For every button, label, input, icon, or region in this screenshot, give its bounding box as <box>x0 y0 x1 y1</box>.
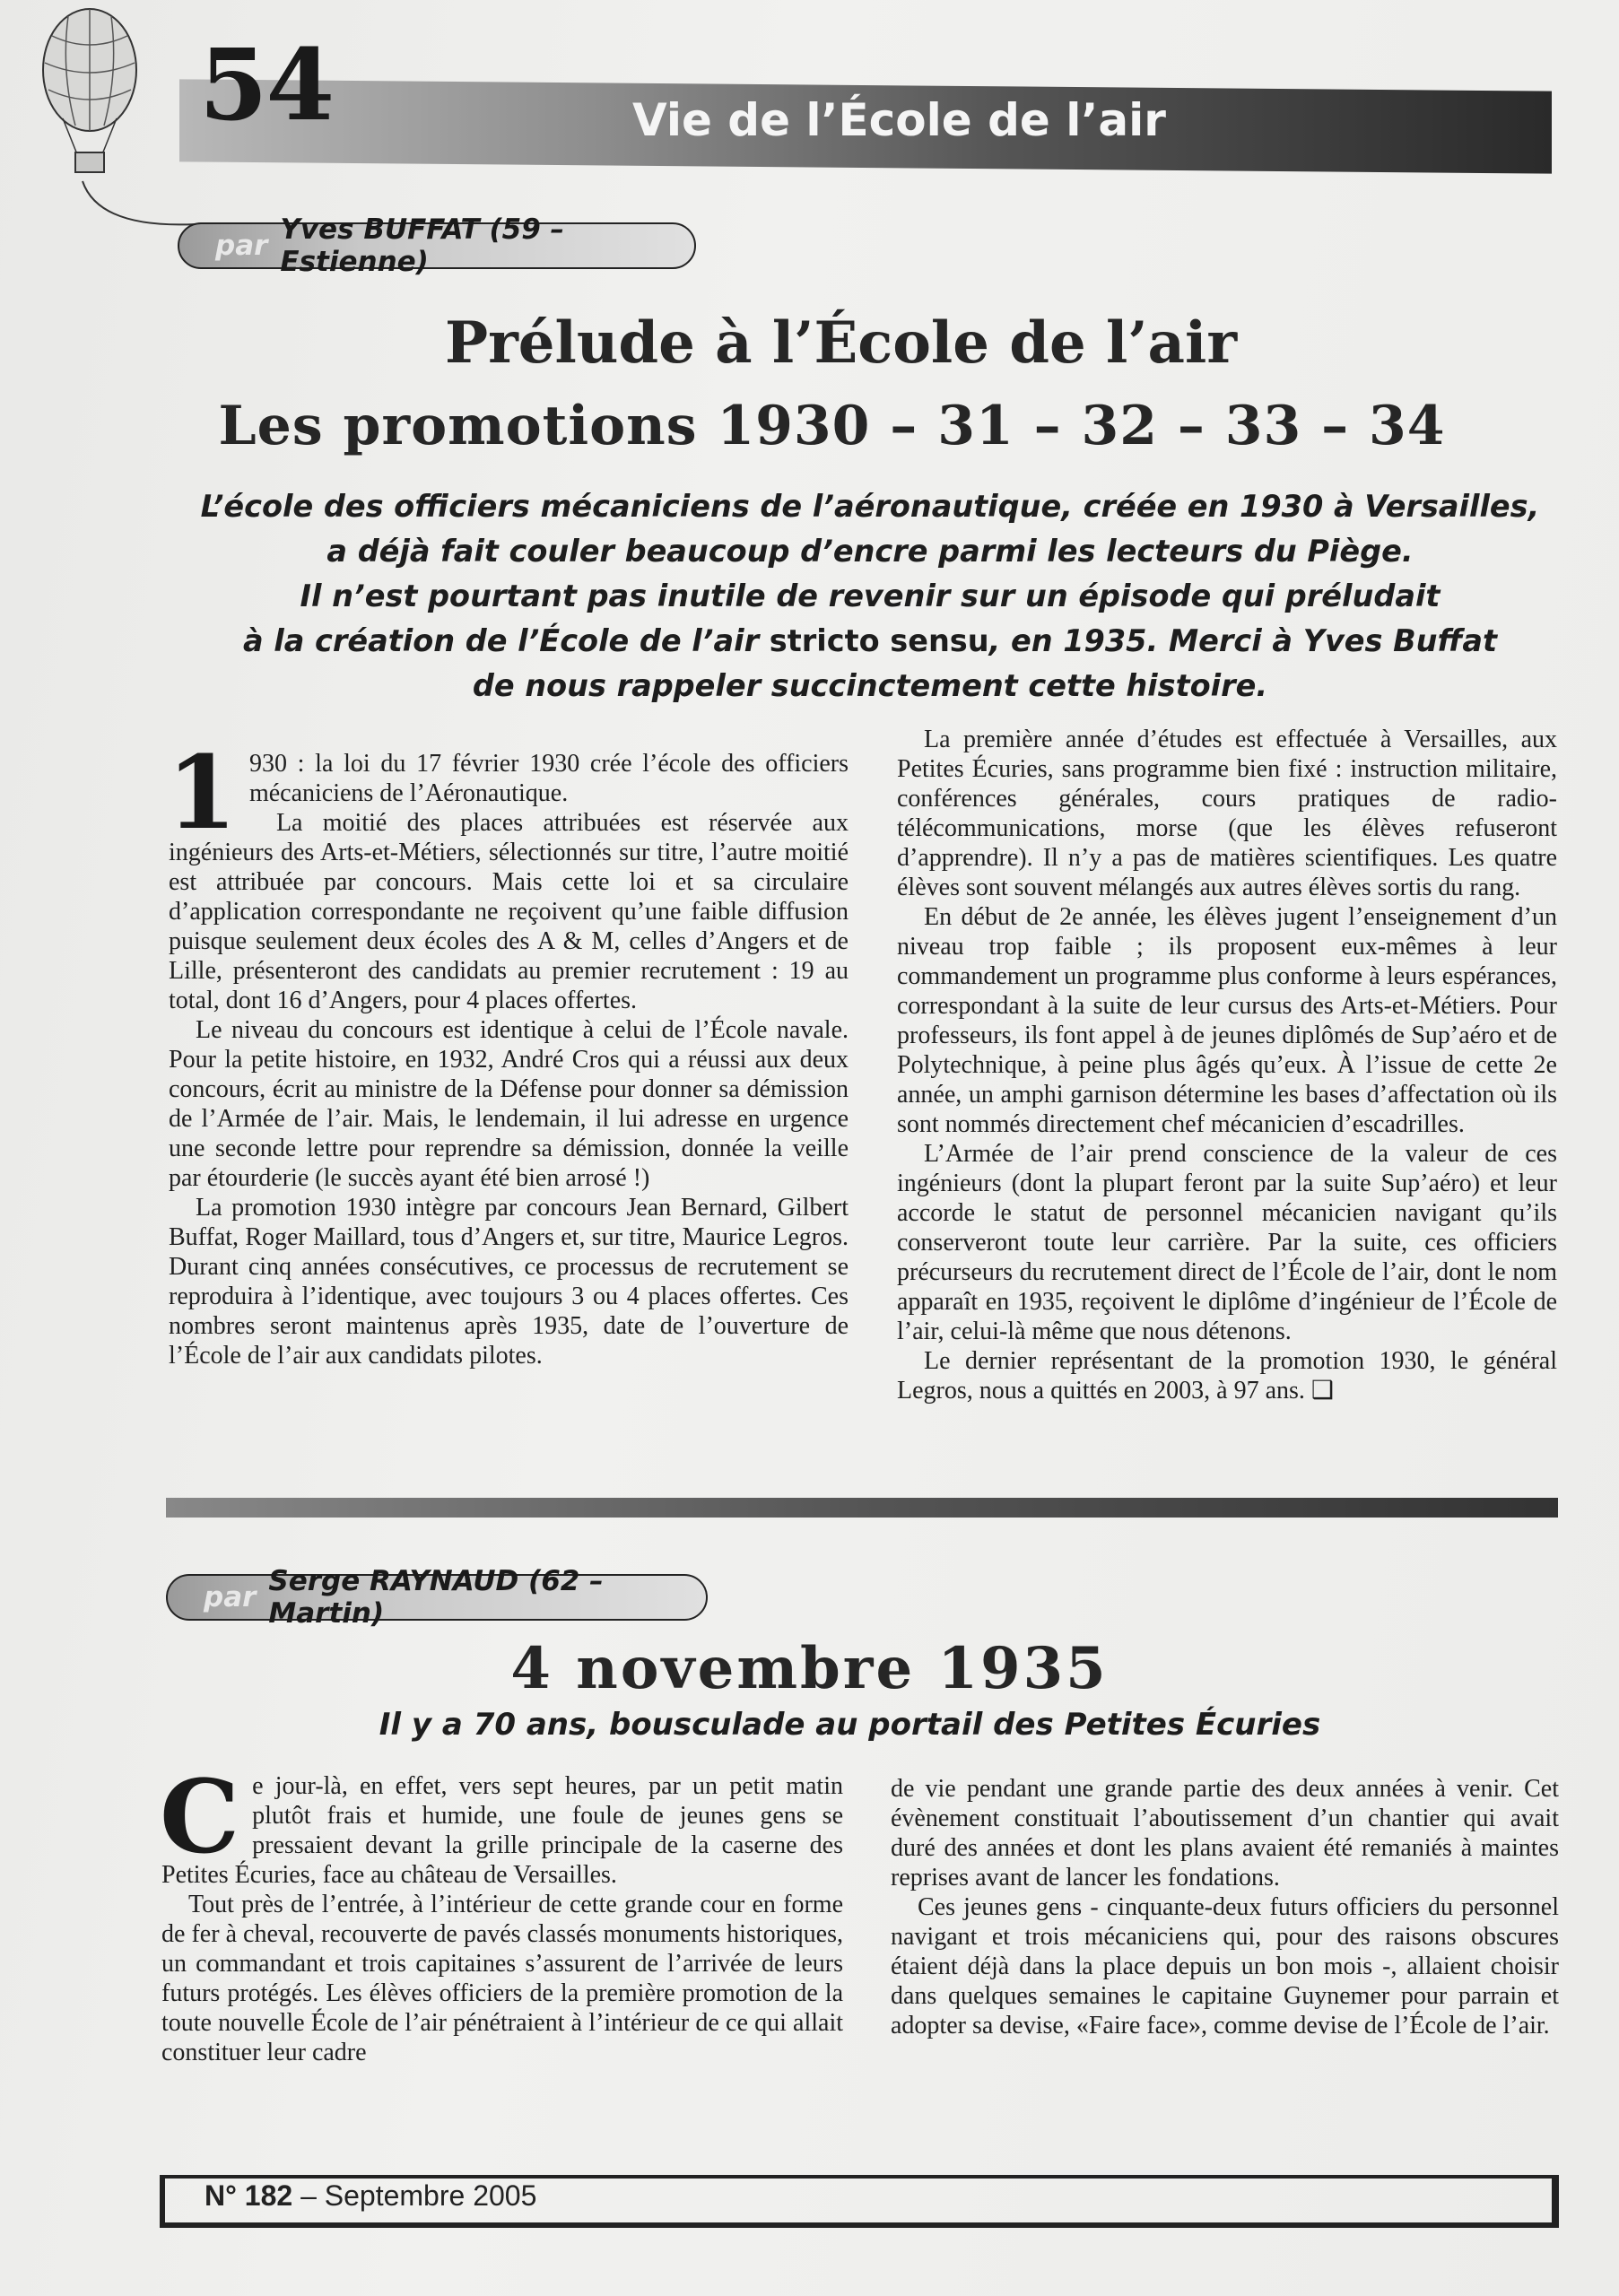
paragraph: Le niveau du concours est identique à celui de l’École navale. Pour la petite histoire, en 1932, André Cros qui a réussi aux deux concours, écrit au ministre de la Défense pour donner sa démission de l’Armée de l’air. Mais, le lendemain, il lui adresse en urgence une seconde lettre pour reprendre sa démission, donnée la veille par étourderie (le succès ayant été bien arrosé !) <box>169 1016 849 1192</box>
paragraph: Le dernier représentant de la promotion 1930, le général Legros, nous a quittés en 2003, à 97 ans. ❑ <box>897 1347 1557 1405</box>
paragraph: Ces jeunes gens - cinquante-deux futurs officiers du personnel navigant et trois mécaniciens qui, pour des raisons obscures étaient déjà dans la place depuis un bon mois -, allaient choisir dans quelques semaines le capitaine Guynemer pour parrain et adopter sa devise, «Faire face», comme devise de l’École de l’air. <box>891 1893 1559 2039</box>
author-name: Yves BUFFAT (59 – Estienne) <box>280 213 565 278</box>
balloon-string <box>81 179 197 233</box>
issue-date: – Septembre 2005 <box>292 2179 537 2212</box>
paragraph: En début de 2e année, les élèves jugent l’enseignement d’un niveau trop faible ; ils proposent eux-mêmes à leur commandement un programme plus conforme à leurs espérances, correspondant à la suite de leur cursus des Arts-et-Métiers. Pour professeurs, ils font appel à de jeunes diplômés de Sup’aéro et de Polytechnique, à peine plus âgés qu’eux. À l’issue de cette 2e année, un amphi garnison détermine les bases d’affectation où ils sont nommés directement chef mécanicien d’escadrilles. <box>897 903 1557 1138</box>
author-prefix: par <box>215 230 268 262</box>
paragraph: L’Armée de l’air prend conscience de la valeur de ces ingénieurs (dont la plupart feront par la suite Sup’aéro) et leur accorde le statut de personnel mécanicien navigant qu’ils conserveront toute leur carrière. Par la suite, ces officiers précurseurs du recrutement direct de l’École de l’air, dont le nom apparaît en 1935, reçoivent le diplôme d’ingénieur de l’École de l’air, celui-là même que nous détenons. <box>897 1140 1557 1345</box>
lead-line: à la création de l’École de l’air stricto sensu, en 1935. Merci à Yves Buffat <box>242 623 1498 658</box>
article-title: Prélude à l’École de l’air <box>444 309 1238 377</box>
article-subtitle: Les promotions 1930 – 31 – 32 – 33 – 34 <box>218 395 1446 457</box>
author-name: Serge RAYNAUD (62 – Martin) <box>268 1565 604 1630</box>
author-prefix: par <box>204 1581 257 1613</box>
footer-rule-top <box>160 2175 1559 2179</box>
article-title: 4 novembre 1935 <box>510 1635 1109 1702</box>
footer-rule-left <box>160 2175 165 2228</box>
article-column <box>167 735 849 1370</box>
issue-footer <box>205 2179 536 2213</box>
article-lead <box>188 484 1552 709</box>
lead-line: a déjà fait couler beaucoup d’encre parmi les lecteurs du Piège. <box>326 534 1414 569</box>
lead-line: L’école des officiers mécaniciens de l’aéronautique, créée en 1930 à Versailles, <box>200 489 1540 524</box>
author-byline <box>178 213 696 278</box>
article-column <box>160 1759 843 2067</box>
section-title: Vie de l’École de l’air <box>632 94 1166 146</box>
paragraph: La moitié des places attribuées est réservée aux ingénieurs des Arts-et-Métiers, sélectionnés sur titre, l’autre moitié est attribuée par concours. Mais cette loi et sa circulaire d’application correspondante ne reçoivent qu’une faible diffusion puisque seulement deux écoles des A & M, celles d’Angers et de Lille, présenteront des candidats au premier recrutement : 19 au total, dont 16 d’Angers, pour 4 places offertes. <box>169 809 849 1014</box>
article-column <box>891 1774 1559 2040</box>
drop-cap: 1 <box>167 735 237 852</box>
author-byline <box>166 1565 708 1630</box>
footer-rule-bottom <box>160 2222 1559 2228</box>
paragraph: Tout près de l’entrée, à l’intérieur de cette grande cour en forme de fer à cheval, recouverte de pavés classés monuments historiques, un commandant et trois capitaines s’assurent de l’arrivée de leurs futurs protégés. Les élèves officiers de la première promotion de la toute nouvelle École de l’air pénétraient à l’intérieur de ce qui allait constituer leur cadre <box>161 1891 843 2066</box>
article-subtitle: Il y a 70 ans, bousculade au portail des Petites Écuries <box>379 1707 1321 1743</box>
article-divider <box>166 1498 1558 1518</box>
paragraph: de vie pendant une grande partie des deux années à venir. Cet évènement constituait l’aboutissement d’un chantier qui avait duré des années et dont les plans avaient été remaniés à maintes reprises avant de lancer les fondations. <box>891 1775 1559 1892</box>
paragraph: La promotion 1930 intègre par concours Jean Bernard, Gilbert Buffat, Roger Maillard, tous d’Angers et, sur titre, Maurice Legros. Durant cinq années consécutives, ce processus de recrutement se reproduira à l’identique, avec toujours 3 ou 4 places offertes. Ces nombres seront maintenus après 1935, date de l’ouverture de l’École de l’air aux candidats pilotes. <box>169 1194 849 1370</box>
footer-rule-right <box>1552 2175 1559 2228</box>
lead-line: de nous rappeler succinctement cette histoire. <box>472 668 1268 703</box>
lead-line: Il n’est pourtant pas inutile de revenir sur un épisode qui préludait <box>300 578 1441 613</box>
article-column <box>897 725 1557 1405</box>
drop-cap: C <box>160 1759 240 1876</box>
page-number: 54 <box>199 27 334 143</box>
paragraph: 930 : la loi du 17 février 1930 crée l’école des officiers mécaniciens de l’Aéronautique. <box>248 750 849 807</box>
paragraph: e jour-là, en effet, vers sept heures, par un petit matin plutôt frais et humide, une foule de jeunes gens se pressaient devant la grille principale de la caserne des Petites Écuries, face au château de Versailles. <box>161 1772 843 1889</box>
paragraph: La première année d’études est effectuée à Versailles, aux Petites Écuries, sans programme bien fixé : instruction militaire, conférences générales, cours pratiques de radio-télécommunications, morse (que les élèves refuseront d’apprendre). Il n’y a pas de matières scientifiques. Les quatre élèves sont souvent mélangés aux autres élèves sortis du rang. <box>897 726 1557 901</box>
issue-number: N° 182 <box>205 2179 293 2212</box>
